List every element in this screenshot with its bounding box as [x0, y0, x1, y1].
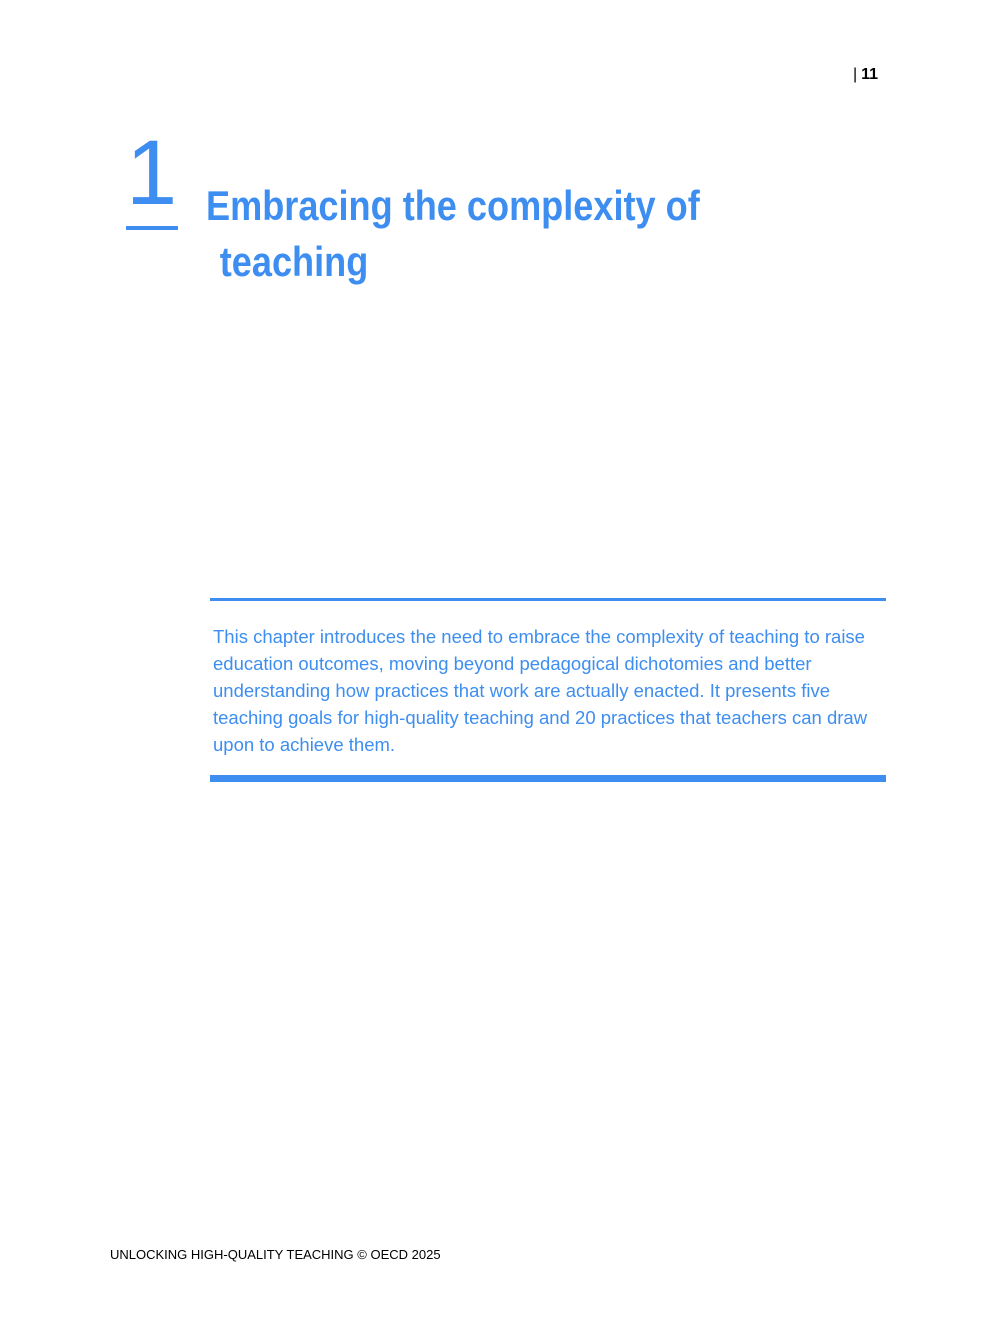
chapter-title-line1: Embracing the complexity of [206, 182, 700, 229]
chapter-abstract: This chapter introduces the need to embrace the complexity of teaching to raise education outcomes, moving beyond pedagogical dichotomies and better understanding how practices that work are actually enacted. It presents five teaching goals for high-quality teaching and 20 practices that teachers can draw upon to achieve them. [213, 626, 868, 755]
chapter-title-line2: teaching [219, 238, 369, 285]
abstract-top-rule [210, 598, 886, 601]
page-number [853, 66, 878, 84]
chapter-number: 1 [126, 120, 178, 230]
chapter-title [206, 178, 722, 290]
page-number-separator: | [853, 66, 858, 83]
page-footer: UNLOCKING HIGH-QUALITY TEACHING © OECD 2025 [110, 1247, 441, 1262]
page-number-value: 11 [861, 66, 879, 83]
abstract-bottom-rule [210, 775, 886, 782]
